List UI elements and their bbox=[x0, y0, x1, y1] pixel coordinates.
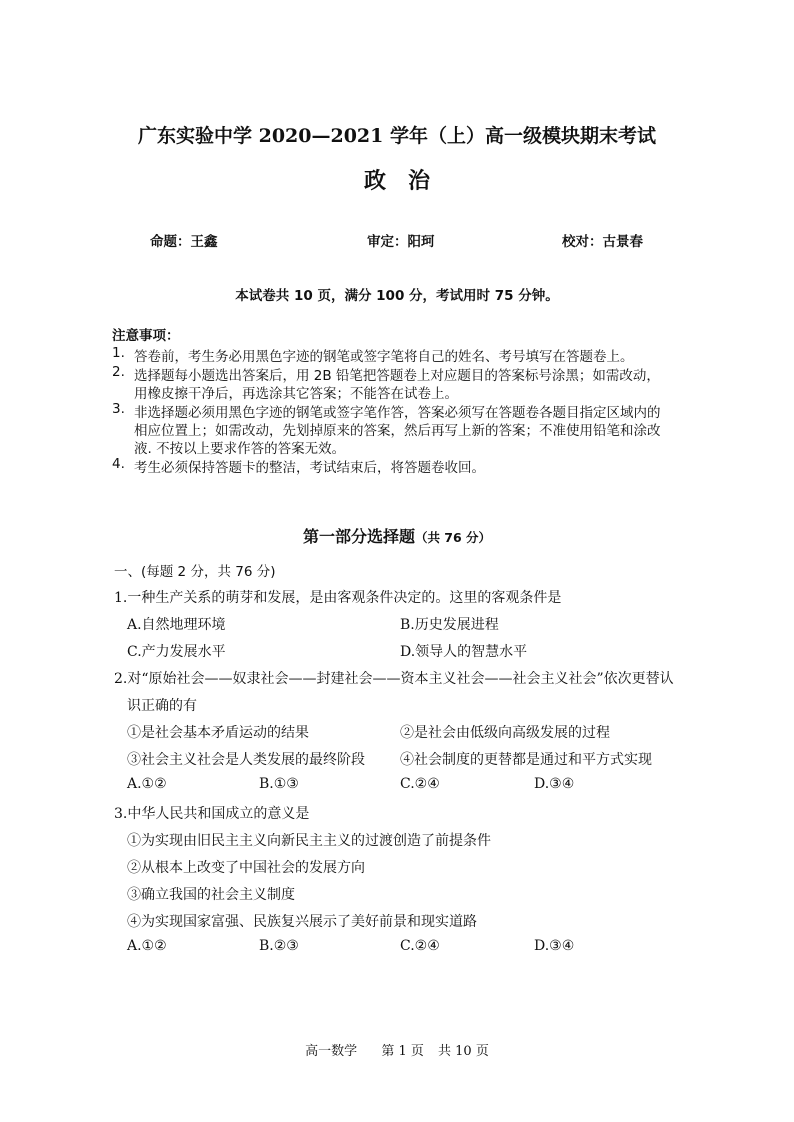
question-stem: 1.一种生产关系的萌芽和发展，是由客观条件决定的。这里的客观条件是 bbox=[114, 590, 562, 606]
option-d: D.③④ bbox=[534, 776, 575, 792]
exam-info: 本试卷共 10 页，满分 100 分，考试用时 75 分钟。 bbox=[235, 288, 559, 304]
statement: ②是社会由低级向高级发展的过程 bbox=[400, 725, 610, 741]
notice-number: 2. bbox=[112, 364, 125, 380]
part-heading bbox=[0, 524, 794, 547]
notice-heading: 注意事项： bbox=[112, 328, 180, 344]
footer-subject: 高一数学 bbox=[305, 1044, 358, 1059]
notice-number: 3. bbox=[112, 401, 125, 417]
statement: ③确立我国的社会主义制度 bbox=[127, 887, 295, 903]
statement: ①为实现由旧民主主义向新民主主义的过渡创造了前提条件 bbox=[127, 833, 491, 849]
notice-line: 用橡皮擦干净后，再选涂其它答案；不能答在试卷上。 bbox=[134, 386, 458, 402]
question-stem: 2.对“原始社会——奴隶社会——封建社会——资本主义社会——社会主义社会”依次更替认 bbox=[114, 671, 674, 687]
option-b: B.②③ bbox=[259, 938, 299, 954]
notice-item bbox=[112, 401, 661, 421]
option-a: A.①② bbox=[127, 938, 167, 954]
question-stem: 3.中华人民共和国成立的意义是 bbox=[114, 806, 310, 822]
notice-line: 选择题每小题选出答案后，用 2B 铅笔把答题卷上对应题目的答案标号涂黑；如需改动， bbox=[134, 368, 660, 384]
credit-author: 命题：王鑫 bbox=[150, 234, 218, 250]
statement: ④为实现国家富强、民族复兴展示了美好前景和现实道路 bbox=[127, 914, 477, 930]
notice-number: 4. bbox=[112, 456, 125, 472]
option-d: D.领导人的智慧水平 bbox=[400, 644, 528, 660]
option-d: D.③④ bbox=[534, 938, 575, 954]
part-title: 第一部分选择题 bbox=[302, 527, 415, 546]
page-footer bbox=[0, 1040, 794, 1059]
subject-title: 政治 bbox=[363, 169, 452, 194]
option-a: A.①② bbox=[127, 776, 167, 792]
footer-total: 共 10 页 bbox=[438, 1044, 489, 1059]
footer-page: 第 1 页 bbox=[381, 1044, 424, 1059]
option-a: A.自然地理环境 bbox=[127, 617, 226, 633]
option-c: C.产力发展水平 bbox=[127, 644, 226, 660]
option-c: C.②④ bbox=[400, 776, 440, 792]
notice-item bbox=[112, 456, 485, 476]
notice-line: 非选择题必须用黑色字迹的钢笔或签字笔作答，答案必须写在答题卷各题目指定区域内的 bbox=[134, 405, 661, 421]
notice-item bbox=[112, 364, 660, 384]
exam-title: 广东实验中学 2020—2021 学年（上）高一级模块期末考试 bbox=[138, 125, 656, 147]
credit-reviewer: 审定：阳珂 bbox=[367, 234, 435, 250]
notice-line: 相应位置上；如需改动，先划掉原来的答案，然后再写上新的答案；不准使用铅笔和涂改 bbox=[134, 423, 661, 439]
notice-number: 1. bbox=[112, 345, 125, 361]
question-stem-continued: 识正确的有 bbox=[127, 698, 197, 714]
credit-proofreader: 校对：古景春 bbox=[562, 234, 643, 250]
part-score: （共 76 分） bbox=[414, 530, 492, 545]
notice-item bbox=[112, 345, 634, 365]
option-b: B.历史发展进程 bbox=[400, 617, 499, 633]
option-b: B.①③ bbox=[259, 776, 299, 792]
notice-line: 液. 不按以上要求作答的答案无效。 bbox=[134, 441, 346, 457]
statement: ③社会主义社会是人类发展的最终阶段 bbox=[127, 752, 365, 768]
statement: ②从根本上改变了中国社会的发展方向 bbox=[127, 860, 365, 876]
notice-line: 考生必须保持答题卡的整洁，考试结束后，将答题卷收回。 bbox=[134, 460, 485, 476]
statement: ④社会制度的更替都是通过和平方式实现 bbox=[400, 752, 652, 768]
statement: ①是社会基本矛盾运动的结果 bbox=[127, 725, 309, 741]
section-heading: 一、(每题 2 分，共 76 分) bbox=[114, 564, 276, 580]
option-c: C.②④ bbox=[400, 938, 440, 954]
notice-line: 答卷前，考生务必用黑色字迹的钢笔或签字笔将自己的姓名、考号填写在答题卷上。 bbox=[134, 349, 634, 365]
